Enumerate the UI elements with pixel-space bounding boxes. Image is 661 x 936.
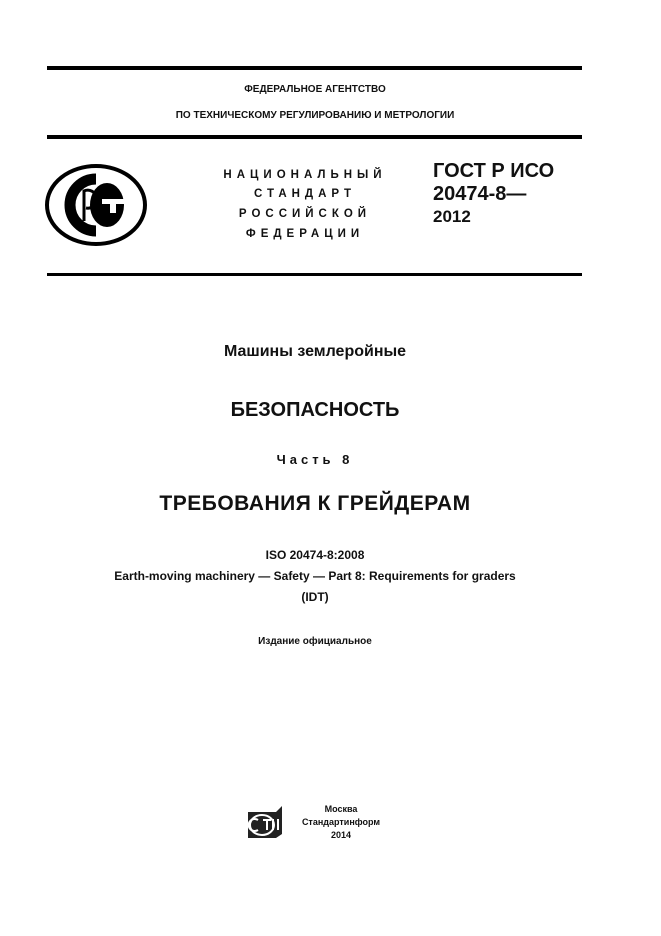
designation-line-2: 20474-8— xyxy=(433,183,527,205)
edition-label: Издание официальное xyxy=(258,636,372,647)
national-standard-line-1: НАЦИОНАЛЬНЫЙ xyxy=(223,169,387,181)
iso-english-title: Earth-moving machinery — Safety — Part 8: Requirements for graders xyxy=(114,569,516,583)
subtitle: ТРЕБОВАНИЯ К ГРЕЙДЕРАМ xyxy=(159,492,471,515)
standartinform-logo-icon xyxy=(246,804,286,840)
standard-group-title: Машины землеройные xyxy=(223,343,407,360)
header-rule xyxy=(47,135,582,139)
gost-r-logo-icon xyxy=(44,163,148,247)
publication-year: 2014 xyxy=(330,830,352,840)
bottom-header-rule xyxy=(47,273,582,276)
national-standard-line-3: РОССИЙСКОЙ xyxy=(238,208,372,220)
publisher-city: Москва xyxy=(324,804,358,814)
designation-line-3: 2012 xyxy=(433,207,471,226)
top-rule xyxy=(47,66,582,70)
publisher-name: Стандартинформ xyxy=(301,817,381,827)
agency-line-1: ФЕДЕРАЛЬНОЕ АГЕНТСТВО xyxy=(244,84,386,95)
national-standard-line-4: ФЕДЕРАЦИИ xyxy=(245,228,365,240)
national-standard-line-2: СТАНДАРТ xyxy=(254,188,356,200)
agency-line-2: ПО ТЕХНИЧЕСКОМУ РЕГУЛИРОВАНИЮ И МЕТРОЛОГИИ xyxy=(175,110,455,121)
part-label: Часть 8 xyxy=(276,452,354,467)
iso-code: ISO 20474-8:2008 xyxy=(265,548,365,562)
designation-line-1: ГОСТ Р ИСО xyxy=(433,160,555,182)
main-title: БЕЗОПАСНОСТЬ xyxy=(230,399,400,421)
iso-equivalence: (IDT) xyxy=(301,590,329,604)
